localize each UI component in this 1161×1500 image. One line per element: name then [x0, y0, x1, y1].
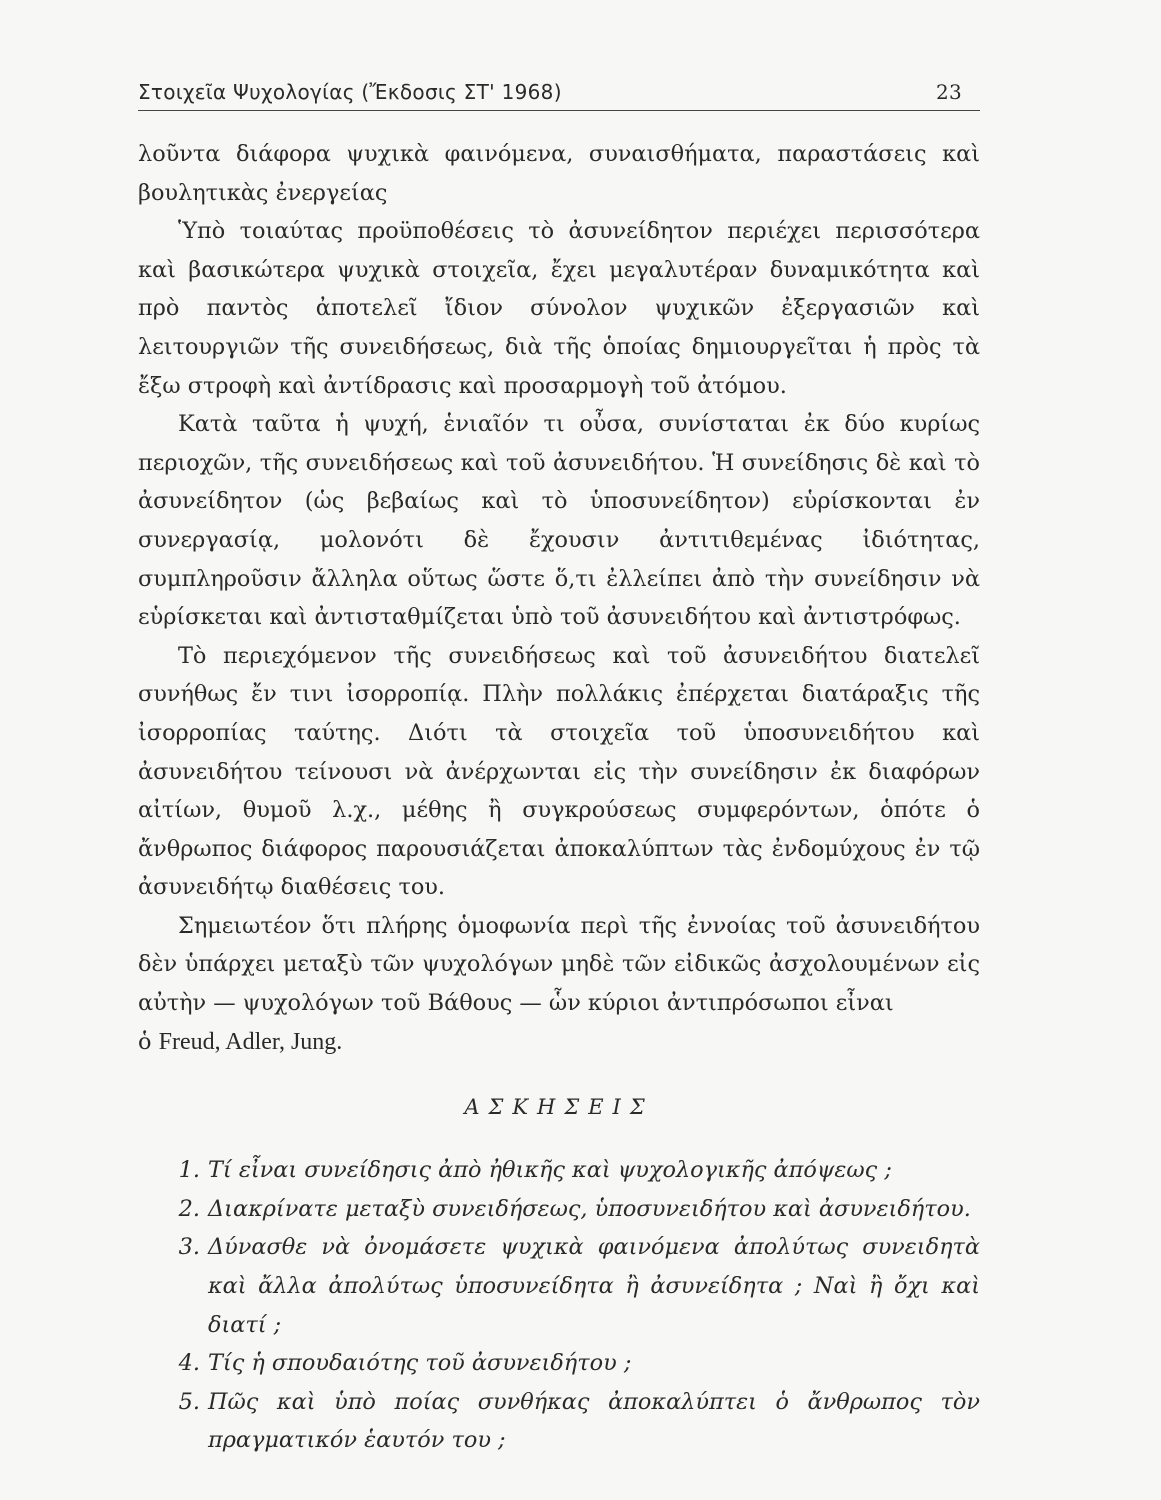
paragraph: Σημειωτέον ὅτι πλήρης ὁμοφωνία περὶ τῆς ἐννοίας τοῦ ἀσυνειδήτου δὲν ὑπάρχει μεταξὺ τῶν ψυχολόγων μηδὲ τῶν εἰδικῶς ἀσχολουμένων εἰς αὐτὴν — ψυχολόγων τοῦ Βάθους — ὧν κύριοι ἀντιπρόσωποι εἶναι [138, 912, 980, 1017]
exercise-item [138, 1151, 980, 1190]
paragraph: Κατὰ ταῦτα ἡ ψυχή, ἑνιαῖόν τι οὖσα, συνίσταται ἐκ δύο κυρίως περιοχῶν, τῆς συνειδήσεως καὶ τοῦ ἀσυνειδήτου. Ἡ συνείδησις δὲ καὶ τὸ ἀσυνείδητον (ὡς βεβαίως καὶ τὸ ὑποσυνείδητον) εὑρίσκονται ἐν συνεργασίᾳ, μολονότι δὲ ἔχουσιν ἀντιτιθεμένας ἰδιότητας, συμπληροῦσιν ἄλληλα οὕτως ὥστε ὅ,τι ἐλλείπει ἀπὸ τὴν συνείδησιν νὰ εὑρίσκεται καὶ ἀντισταθμίζεται ὑπὸ τοῦ ἀσυνειδήτου καὶ ἀντιστρόφως. [138, 411, 980, 631]
exercise-text: Πῶς καὶ ὑπὸ ποίας συνθήκας ἀποκαλύπτει ὁ ἄνθρωπος τὸν πραγματικόν ἑαυτόν του ; [208, 1388, 980, 1454]
document-page [138, 80, 980, 1460]
paragraph: Ὑπὸ τοιαύτας προϋποθέσεις τὸ ἀσυνείδητον περιέχει περισσότερα καὶ βασικώτερα ψυχικὰ στοιχεῖα, ἔχει μεγαλυτέραν δυναμικότητα καὶ πρὸ παντὸς ἀποτελεῖ ἴδιον σύνολον ψυχικῶν ἐξεργασιῶν καὶ λειτουργιῶν τῆς συνειδήσεως, διὰ τῆς ὁποίας δημιουργεῖται ἡ πρὸς τὰ ἔξω στροφὴ καὶ ἀντίδρασις καὶ προσαρμογὴ τοῦ ἀτόμου. [138, 218, 980, 399]
exercises-heading: ΑΣΚΗΣΕΙΣ [464, 1095, 654, 1120]
exercise-item [138, 1228, 980, 1344]
exercises-list [138, 1151, 980, 1460]
paragraph: Τὸ περιεχόμενον τῆς συνειδήσεως καὶ τοῦ ἀσυνειδήτου διατελεῖ συνήθως ἔν τινι ἰσορροπίᾳ. Πλὴν πολλάκις ἐπέρχεται διατάραξις τῆς ἰσορροπίας ταύτης. Διότι τὰ στοιχεῖα τοῦ ὑποσυνειδήτου καὶ ἀσυνειδήτου τείνουσι νὰ ἀνέρχωνται εἰς τὴν συνείδησιν ἐκ διαφόρων αἰτίων, θυμοῦ λ.χ., μέθης ἢ συγκρούσεως συμφερόντων, ὁπότε ὁ ἄνθρωπος διάφορος παρουσιάζεται ἀποκαλύπτων τὰς ἐνδομύχους ἐν τῷ ἀσυνειδήτῳ διαθέσεις του. [138, 642, 980, 901]
exercise-text: Διακρίνατε μεταξὺ συνειδήσεως, ὑποσυνειδήτου καὶ ἀσυνειδήτου. [208, 1195, 971, 1222]
exercise-number: 1. [178, 1157, 200, 1184]
paragraph-continuation: λοῦντα διάφορα ψυχικὰ φαινόμενα, συναισθήματα, παραστάσεις καὶ βουλητικὰς ἐνεργείας [138, 141, 980, 206]
body-text [138, 135, 980, 1061]
exercise-item [138, 1190, 980, 1229]
exercise-text: Τί εἶναι συνείδησις ἀπὸ ἠθικῆς καὶ ψυχολογικῆς ἀπόψεως ; [208, 1157, 892, 1184]
names-line [138, 1023, 980, 1062]
exercise-number: 5. [178, 1388, 200, 1415]
names-prefix: ὁ [138, 1028, 159, 1055]
exercise-text: Δύνασθε νὰ ὀνομάσετε ψυχικὰ φαινόμενα ἀπολύτως συνειδητὰ καὶ ἄλλα ἀπολύτως ὑποσυνείδητα ἢ ἀσυνείδητα ; Ναὶ ἢ ὄχι καὶ διατί ; [208, 1234, 980, 1338]
exercise-item [138, 1383, 980, 1460]
psychologist-names: Freud, Adler, Jung. [158, 1028, 343, 1055]
page-number: 23 [935, 80, 962, 104]
exercise-number: 2. [178, 1195, 200, 1222]
running-header [138, 80, 980, 111]
exercise-number: 4. [178, 1350, 200, 1377]
exercise-text: Τίς ἡ σπουδαιότης τοῦ ἀσυνειδήτου ; [208, 1350, 632, 1377]
exercise-item [138, 1344, 980, 1383]
header-title: Στοιχεῖα Ψυχολογίας (Ἔκδοσις ΣΤ' 1968) [138, 80, 562, 104]
exercise-number: 3. [178, 1234, 200, 1261]
